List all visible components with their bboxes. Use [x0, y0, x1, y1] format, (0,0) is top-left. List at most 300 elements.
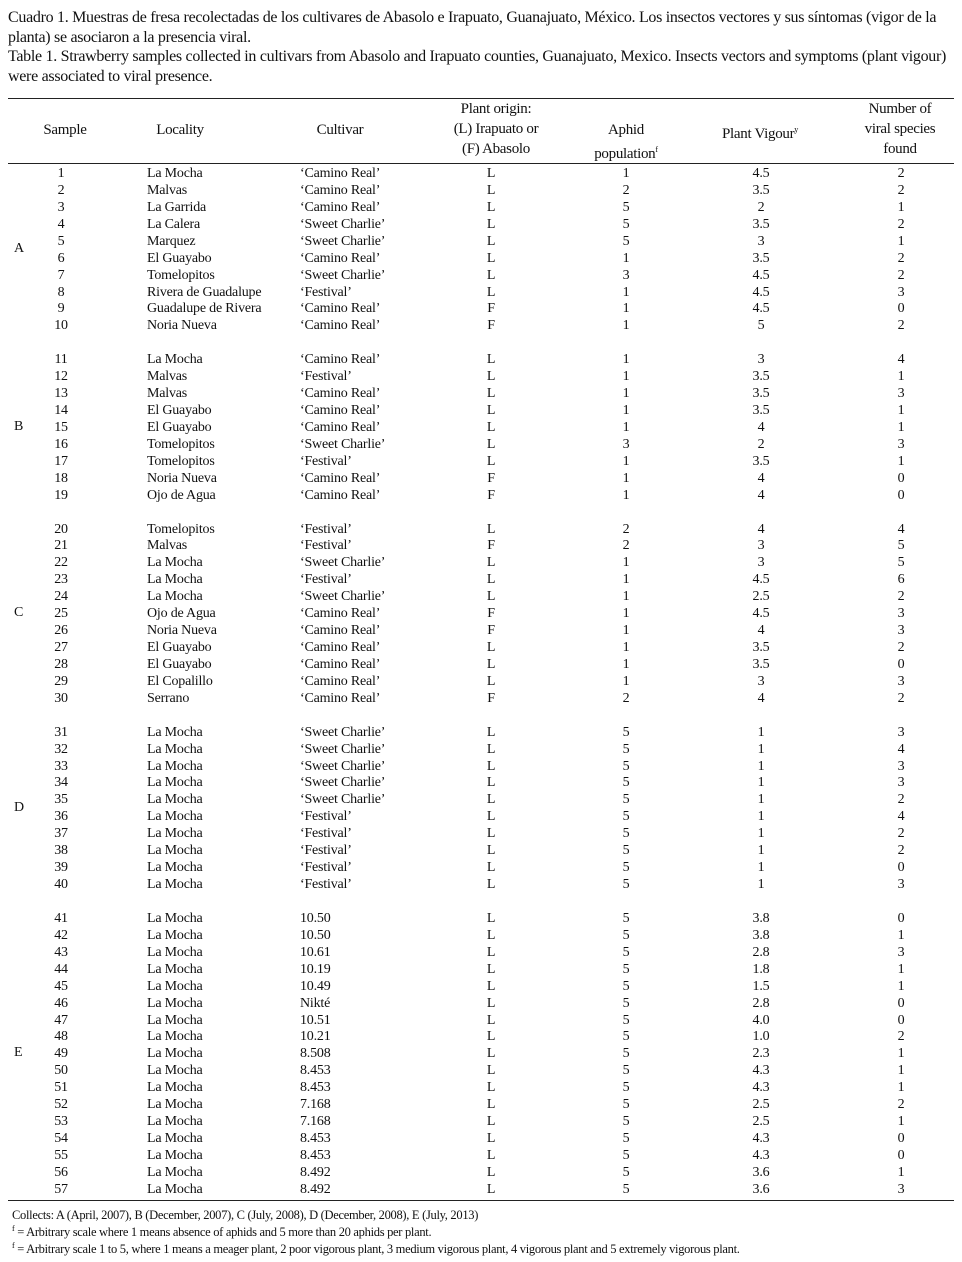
aphid-cell: 5: [622, 1097, 630, 1113]
viral-count-cell: 2: [897, 843, 905, 859]
viral-count-cell: 1: [897, 927, 905, 943]
viral-count-cell: 3: [897, 606, 905, 622]
table-row: [0, 571, 962, 588]
table-row: [0, 216, 962, 233]
origin-cell: L: [486, 352, 496, 368]
locality-cell: La Mocha: [147, 1181, 203, 1197]
viral-count-cell: 2: [897, 182, 905, 198]
cultivar-cell: 8.453: [300, 1063, 331, 1079]
header-aphid: [576, 120, 676, 164]
table-row: [0, 537, 962, 554]
header-vigour-text: Plant Vigour: [721, 126, 795, 142]
viral-count-cell: 1: [897, 1114, 905, 1130]
locality-cell: La Mocha: [147, 1097, 203, 1113]
vigour-cell: 3: [757, 538, 765, 554]
vigour-cell: 3.5: [752, 656, 770, 672]
viral-count-cell: 1: [897, 978, 905, 994]
table-row: [0, 436, 962, 453]
vigour-cell: 5: [757, 318, 765, 334]
viral-count-cell: 3: [897, 758, 905, 774]
viral-count-cell: 1: [897, 1063, 905, 1079]
sample-cell: 28: [54, 656, 68, 672]
collection-group-label: D: [14, 799, 25, 815]
sample-cell: 40: [54, 877, 68, 893]
aphid-cell: 1: [622, 589, 630, 605]
vigour-cell: 3.5: [752, 216, 770, 232]
aphid-cell: 1: [622, 453, 630, 469]
origin-cell: F: [487, 606, 495, 622]
aphid-cell: 1: [622, 250, 630, 266]
header-viral-line3: found: [883, 141, 917, 157]
viral-count-cell: 3: [897, 775, 905, 791]
table-row: [0, 521, 962, 538]
vigour-cell: 1: [757, 758, 765, 774]
cultivar-cell: 8.453: [300, 1131, 331, 1146]
cultivar-cell: ‘Festival’: [300, 809, 352, 825]
locality-cell: La Mocha: [147, 1131, 203, 1146]
cultivar-cell: ‘Sweet Charlie’: [300, 758, 386, 774]
cultivar-cell: 8.508: [300, 1046, 331, 1062]
table-row: [0, 605, 962, 622]
cultivar-cell: ‘Camino Real’: [300, 166, 381, 181]
header-vigour: [700, 120, 820, 144]
sample-cell: 38: [54, 843, 68, 859]
cultivar-cell: 10.50: [300, 910, 331, 926]
aphid-cell: 5: [622, 860, 630, 876]
header-cultivar: Cultivar: [316, 122, 364, 138]
sample-cell: 34: [54, 775, 68, 791]
aphid-cell: 2: [622, 538, 630, 554]
cultivar-cell: 8.453: [300, 1147, 331, 1163]
viral-count-cell: 3: [897, 623, 905, 639]
footnote-vigour-sup: f: [12, 1241, 15, 1251]
sample-cell: 16: [54, 436, 68, 452]
origin-cell: F: [487, 318, 495, 334]
origin-cell: L: [486, 284, 496, 300]
viral-count-cell: 1: [897, 1080, 905, 1096]
vigour-cell: 2.8: [752, 944, 770, 960]
vigour-cell: 4: [757, 690, 765, 706]
origin-cell: L: [486, 1164, 496, 1180]
sample-cell: 21: [54, 538, 68, 554]
header-aphid-line2: [576, 140, 676, 164]
table-row: [0, 351, 962, 368]
sample-cell: 1: [57, 166, 65, 181]
sample-cell: 12: [54, 369, 68, 385]
viral-count-cell: 1: [897, 419, 905, 435]
origin-cell: L: [486, 640, 496, 656]
sample-cell: 29: [54, 673, 68, 689]
aphid-cell: 5: [622, 1046, 630, 1062]
viral-count-cell: 0: [897, 487, 905, 503]
vigour-cell: 4.3: [752, 1080, 770, 1096]
origin-cell: F: [487, 538, 495, 554]
cultivar-cell: ‘Sweet Charlie’: [300, 233, 386, 249]
origin-cell: L: [486, 403, 496, 419]
vigour-cell: 3.5: [752, 250, 770, 266]
locality-cell: La Mocha: [147, 809, 203, 825]
header-sample: Sample: [43, 122, 87, 138]
sample-cell: 19: [54, 487, 68, 503]
locality-cell: Ojo de Agua: [147, 606, 216, 622]
locality-cell: El Guayabo: [147, 640, 212, 656]
caption-english: Table 1. Strawberry samples collected in cultivars from Abasolo and Irapuato counties, Guanajuato, Mexico. Insects vectors and symptoms (plant vigour) were associated to viral presence.: [8, 48, 947, 85]
viral-count-cell: 3: [897, 944, 905, 960]
table-row: [0, 1113, 962, 1130]
aphid-cell: 5: [622, 1147, 630, 1163]
vigour-cell: 4.5: [752, 166, 770, 181]
sample-cell: 5: [57, 233, 65, 249]
vigour-cell: 3: [757, 352, 765, 368]
aphid-cell: 5: [622, 877, 630, 893]
viral-count-cell: 2: [897, 250, 905, 266]
sample-cell: 6: [57, 250, 65, 266]
viral-count-cell: 0: [897, 1131, 905, 1146]
table-row: [0, 656, 962, 673]
vigour-cell: 2.5: [752, 589, 770, 605]
cultivar-cell: ‘Camino Real’: [300, 656, 381, 672]
table-row: [0, 284, 962, 301]
origin-cell: L: [486, 1131, 496, 1146]
aphid-cell: 3: [622, 436, 630, 452]
bottom-rule: [8, 1200, 954, 1201]
locality-cell: La Mocha: [147, 1029, 203, 1045]
vigour-cell: 4: [757, 623, 765, 639]
viral-count-cell: 2: [897, 589, 905, 605]
table-row: [0, 419, 962, 436]
locality-cell: Tomelopitos: [147, 453, 215, 469]
header-rule: [8, 163, 954, 164]
viral-count-cell: 4: [897, 521, 905, 537]
header-locality: Locality: [156, 122, 204, 138]
cultivar-cell: ‘Festival’: [300, 521, 352, 537]
cultivar-cell: 8.492: [300, 1164, 331, 1180]
locality-cell: El Guayabo: [147, 656, 212, 672]
cultivar-cell: ‘Festival’: [300, 538, 352, 554]
cultivar-cell: ‘Sweet Charlie’: [300, 555, 386, 571]
origin-cell: L: [486, 656, 496, 672]
aphid-cell: 1: [622, 386, 630, 402]
table-row: [0, 300, 962, 317]
origin-cell: L: [486, 792, 496, 808]
sample-cell: 35: [54, 792, 68, 808]
aphid-cell: 1: [622, 369, 630, 385]
aphid-cell: 5: [622, 1080, 630, 1096]
locality-cell: La Mocha: [147, 166, 203, 181]
vigour-cell: 1.8: [752, 961, 770, 977]
cultivar-cell: ‘Festival’: [300, 877, 352, 893]
table-row: [0, 165, 962, 182]
viral-count-cell: 0: [897, 656, 905, 672]
aphid-cell: 5: [622, 1181, 630, 1197]
viral-count-cell: 2: [897, 690, 905, 706]
table-row: [0, 1012, 962, 1029]
table-caption: [8, 8, 958, 86]
sample-cell: 37: [54, 826, 68, 842]
locality-cell: Malvas: [147, 369, 188, 385]
aphid-cell: 5: [622, 1012, 630, 1028]
collection-group-label: A: [14, 241, 25, 257]
cultivar-cell: Nikté: [300, 995, 331, 1011]
origin-cell: F: [487, 487, 495, 503]
vigour-cell: 3.5: [752, 403, 770, 419]
sample-cell: 24: [54, 589, 68, 605]
cultivar-cell: 10.50: [300, 927, 331, 943]
table-row: [0, 1164, 962, 1181]
sample-cell: 26: [54, 623, 68, 639]
table-row: [0, 791, 962, 808]
cultivar-cell: ‘Camino Real’: [300, 182, 381, 198]
vigour-cell: 4: [757, 521, 765, 537]
vigour-cell: 1: [757, 809, 765, 825]
table-row: [0, 368, 962, 385]
locality-cell: La Mocha: [147, 1012, 203, 1028]
table-row: [0, 1096, 962, 1113]
sample-cell: 22: [54, 555, 68, 571]
locality-cell: La Mocha: [147, 741, 203, 757]
origin-cell: L: [486, 775, 496, 791]
locality-cell: Tomelopitos: [147, 267, 215, 283]
vigour-cell: 3.8: [752, 927, 770, 943]
vigour-cell: 3.5: [752, 369, 770, 385]
table-row: [0, 927, 962, 944]
table-row: [0, 267, 962, 284]
cultivar-cell: ‘Camino Real’: [300, 386, 381, 402]
cultivar-cell: 10.19: [300, 961, 331, 977]
table-row: [0, 554, 962, 571]
cultivar-cell: ‘Camino Real’: [300, 690, 381, 706]
sample-cell: 15: [54, 419, 68, 435]
origin-cell: L: [486, 978, 496, 994]
locality-cell: La Mocha: [147, 724, 203, 740]
origin-cell: L: [486, 199, 496, 215]
caption-spanish: Cuadro 1. Muestras de fresa recolectadas de los cultivares de Abasolo e Irapuato, Guanajuato, México. Los insectos vectores y sus síntomas (vigor de la planta) se asociaron a la presencia viral.: [8, 9, 937, 46]
table-row: [0, 808, 962, 825]
locality-cell: La Mocha: [147, 1046, 203, 1062]
viral-count-cell: 5: [897, 555, 905, 571]
sample-cell: 17: [54, 453, 68, 469]
cultivar-cell: ‘Festival’: [300, 453, 352, 469]
cultivar-cell: ‘Sweet Charlie’: [300, 267, 386, 283]
origin-cell: L: [486, 741, 496, 757]
table-row: [0, 622, 962, 639]
origin-cell: L: [486, 809, 496, 825]
viral-count-cell: 3: [897, 284, 905, 300]
aphid-cell: 5: [622, 1029, 630, 1045]
aphid-cell: 5: [622, 775, 630, 791]
aphid-cell: 5: [622, 792, 630, 808]
table-row: [0, 250, 962, 267]
sample-cell: 57: [54, 1181, 68, 1197]
viral-count-cell: 2: [897, 1097, 905, 1113]
viral-count-cell: 2: [897, 792, 905, 808]
table-row: [0, 758, 962, 775]
cultivar-cell: ‘Festival’: [300, 826, 352, 842]
viral-count-cell: 1: [897, 1046, 905, 1062]
cultivar-cell: ‘Camino Real’: [300, 640, 381, 656]
collection-group-label: E: [14, 1045, 23, 1061]
aphid-cell: 5: [622, 927, 630, 943]
sample-cell: 36: [54, 809, 68, 825]
aphid-cell: 1: [622, 403, 630, 419]
aphid-cell: 2: [622, 690, 630, 706]
aphid-cell: 5: [622, 910, 630, 926]
locality-cell: La Mocha: [147, 589, 203, 605]
locality-cell: La Mocha: [147, 860, 203, 876]
cultivar-cell: ‘Camino Real’: [300, 199, 381, 215]
vigour-cell: 2: [757, 199, 765, 215]
origin-cell: L: [486, 910, 496, 926]
sample-cell: 9: [57, 301, 65, 317]
table-row: [0, 910, 962, 927]
cultivar-cell: 10.21: [300, 1029, 331, 1045]
locality-cell: La Mocha: [147, 927, 203, 943]
viral-count-cell: 2: [897, 318, 905, 334]
aphid-cell: 1: [622, 166, 630, 181]
locality-cell: La Mocha: [147, 555, 203, 571]
locality-cell: El Copalillo: [147, 673, 213, 689]
locality-cell: La Mocha: [147, 1147, 203, 1163]
sample-cell: 33: [54, 758, 68, 774]
sample-cell: 4: [57, 216, 65, 232]
aphid-cell: 1: [622, 301, 630, 317]
header-viral-line1: Number of: [868, 101, 932, 117]
origin-cell: L: [486, 758, 496, 774]
origin-cell: L: [486, 1080, 496, 1096]
aphid-cell: 1: [622, 470, 630, 486]
origin-cell: L: [486, 724, 496, 740]
origin-cell: F: [487, 301, 495, 317]
vigour-cell: 1: [757, 775, 765, 791]
aphid-cell: 5: [622, 724, 630, 740]
locality-cell: Malvas: [147, 182, 188, 198]
cultivar-cell: ‘Sweet Charlie’: [300, 436, 386, 452]
sample-cell: 53: [54, 1114, 68, 1130]
vigour-cell: 4.5: [752, 267, 770, 283]
origin-cell: L: [486, 843, 496, 859]
viral-count-cell: 0: [897, 1147, 905, 1163]
origin-cell: L: [486, 250, 496, 266]
aphid-cell: 1: [622, 487, 630, 503]
locality-cell: Noria Nueva: [147, 470, 217, 486]
vigour-cell: 4: [757, 487, 765, 503]
aphid-cell: 5: [622, 1131, 630, 1146]
viral-count-cell: 1: [897, 369, 905, 385]
table-row: [0, 385, 962, 402]
table-row: [0, 978, 962, 995]
viral-count-cell: 1: [897, 199, 905, 215]
locality-cell: La Mocha: [147, 1080, 203, 1096]
aphid-cell: 5: [622, 809, 630, 825]
sample-cell: 39: [54, 860, 68, 876]
vigour-cell: 4.0: [752, 1012, 770, 1028]
viral-count-cell: 3: [897, 1181, 905, 1197]
origin-cell: L: [486, 944, 496, 960]
header-origin-line1: Plant origin:: [460, 101, 532, 117]
locality-cell: El Guayabo: [147, 419, 212, 435]
table-row: [0, 724, 962, 741]
table-row: [0, 961, 962, 978]
vigour-cell: 3.5: [752, 182, 770, 198]
origin-cell: L: [486, 961, 496, 977]
viral-count-cell: 1: [897, 233, 905, 249]
origin-cell: F: [487, 470, 495, 486]
viral-count-cell: 4: [897, 352, 905, 368]
origin-cell: L: [486, 419, 496, 435]
cultivar-cell: ‘Sweet Charlie’: [300, 589, 386, 605]
origin-cell: L: [486, 555, 496, 571]
viral-count-cell: 0: [897, 910, 905, 926]
table-row: [0, 588, 962, 605]
sample-cell: 48: [54, 1029, 68, 1045]
locality-cell: Rivera de Guadalupe: [147, 284, 262, 300]
header-aphid-line1: Aphid: [607, 122, 644, 138]
origin-cell: L: [486, 1029, 496, 1045]
header-vigour-sup: y: [794, 125, 798, 134]
locality-cell: La Mocha: [147, 910, 203, 926]
cultivar-cell: 7.168: [300, 1114, 331, 1130]
sample-cell: 43: [54, 944, 68, 960]
table-row: [0, 1181, 962, 1198]
locality-cell: Serrano: [147, 690, 190, 706]
locality-cell: La Mocha: [147, 1063, 203, 1079]
locality-cell: La Calera: [147, 216, 200, 232]
cultivar-cell: ‘Sweet Charlie’: [300, 741, 386, 757]
table-row: [0, 690, 962, 707]
header-origin-line2: (L) Irapuato or: [453, 121, 539, 137]
vigour-cell: 3: [757, 233, 765, 249]
table-row: [0, 1079, 962, 1096]
aphid-cell: 5: [622, 216, 630, 232]
header-viral-line2: viral species: [864, 121, 936, 137]
vigour-cell: 2.8: [752, 995, 770, 1011]
vigour-cell: 1.0: [752, 1029, 770, 1045]
viral-count-cell: 6: [897, 572, 905, 588]
aphid-cell: 1: [622, 284, 630, 300]
locality-cell: La Mocha: [147, 792, 203, 808]
locality-cell: Ojo de Agua: [147, 487, 216, 503]
aphid-cell: 5: [622, 978, 630, 994]
vigour-cell: 2.3: [752, 1046, 770, 1062]
origin-cell: L: [486, 927, 496, 943]
origin-cell: L: [486, 166, 496, 181]
locality-cell: La Mocha: [147, 775, 203, 791]
cultivar-cell: ‘Camino Real’: [300, 606, 381, 622]
locality-cell: Noria Nueva: [147, 623, 217, 639]
aphid-cell: 5: [622, 826, 630, 842]
table-row: [0, 995, 962, 1012]
locality-cell: La Mocha: [147, 1164, 203, 1180]
sample-cell: 47: [54, 1012, 68, 1028]
viral-count-cell: 2: [897, 267, 905, 283]
cultivar-cell: ‘Sweet Charlie’: [300, 792, 386, 808]
aphid-cell: 1: [622, 555, 630, 571]
origin-cell: L: [486, 267, 496, 283]
table-row: [0, 470, 962, 487]
cultivar-cell: ‘Camino Real’: [300, 352, 381, 368]
viral-count-cell: 1: [897, 453, 905, 469]
vigour-cell: 4.5: [752, 301, 770, 317]
vigour-cell: 3.5: [752, 386, 770, 402]
footnote-aphid-sup: f: [12, 1224, 15, 1233]
viral-count-cell: 3: [897, 877, 905, 893]
sample-cell: 25: [54, 606, 68, 622]
table-row: [0, 1062, 962, 1079]
footnote-collects: Collects: A (April, 2007), B (December, 2007), C (July, 2008), D (December, 2008), E (July, 2013): [12, 1208, 479, 1222]
vigour-cell: 4.5: [752, 284, 770, 300]
cultivar-cell: ‘Festival’: [300, 369, 352, 385]
locality-cell: La Mocha: [147, 1114, 203, 1130]
